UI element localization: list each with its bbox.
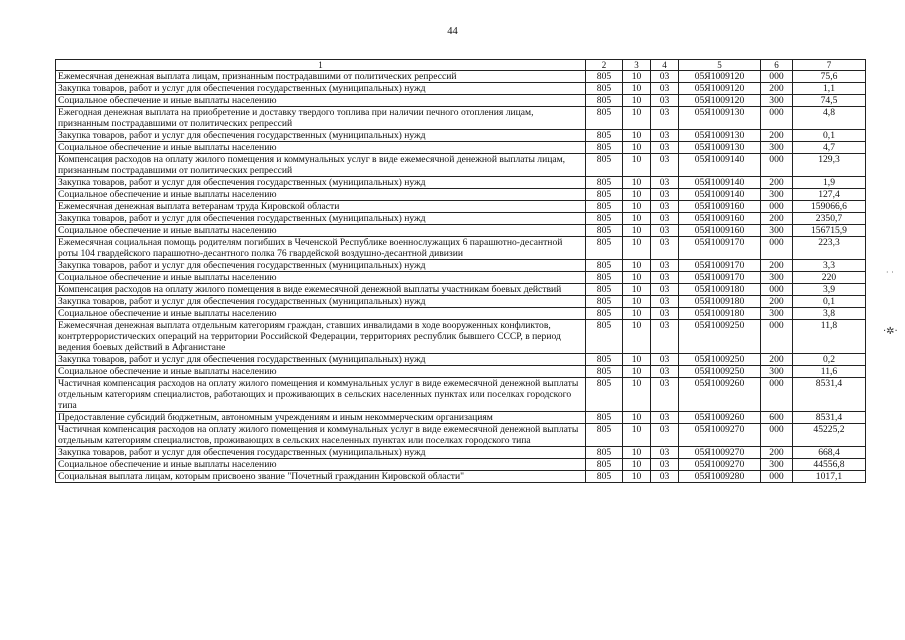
row-subsection-code: 03 bbox=[651, 260, 679, 272]
row-expense-type-code: 000 bbox=[761, 320, 793, 354]
row-name: Ежегодная денежная выплата на приобретение и доставку твердого топлива при наличии печного отопления лицам, признанным пострадавшими от политических репрессий bbox=[56, 107, 586, 130]
row-section-code: 10 bbox=[623, 459, 651, 471]
row-subsection-code: 03 bbox=[651, 130, 679, 142]
table-row bbox=[56, 225, 866, 237]
row-ministry-code: 805 bbox=[586, 213, 623, 225]
row-name: Закупка товаров, работ и услуг для обеспечения государственных (муниципальных) нужд bbox=[56, 296, 586, 308]
row-target-article-code: 05Я1009160 bbox=[679, 201, 761, 213]
table-row bbox=[56, 260, 866, 272]
row-section-code: 10 bbox=[623, 213, 651, 225]
row-ministry-code: 805 bbox=[586, 107, 623, 130]
row-expense-type-code: 300 bbox=[761, 308, 793, 320]
row-target-article-code: 05Я1009120 bbox=[679, 83, 761, 95]
table-row bbox=[56, 378, 866, 412]
table-row bbox=[56, 308, 866, 320]
row-target-article-code: 05Я1009250 bbox=[679, 320, 761, 354]
row-expense-type-code: 300 bbox=[761, 459, 793, 471]
row-amount: 223,3 bbox=[793, 237, 866, 260]
row-amount: 45225,2 bbox=[793, 424, 866, 447]
table-row bbox=[56, 213, 866, 225]
row-section-code: 10 bbox=[623, 354, 651, 366]
row-section-code: 10 bbox=[623, 71, 651, 83]
row-target-article-code: 05Я1009180 bbox=[679, 308, 761, 320]
row-target-article-code: 05Я1009140 bbox=[679, 154, 761, 177]
row-section-code: 10 bbox=[623, 366, 651, 378]
row-name: Частичная компенсация расходов на оплату жилого помещения и коммунальных услуг в виде ежемесячной денежной выплаты отдельным категориям специалистов, работающих и проживающих в сельских населенных пунктах или поселках городского типа bbox=[56, 378, 586, 412]
row-target-article-code: 05Я1009180 bbox=[679, 296, 761, 308]
column-number-6: 6 bbox=[761, 60, 793, 71]
row-section-code: 10 bbox=[623, 201, 651, 213]
row-name: Социальное обеспечение и иные выплаты населению bbox=[56, 272, 586, 284]
row-subsection-code: 03 bbox=[651, 107, 679, 130]
row-expense-type-code: 200 bbox=[761, 213, 793, 225]
row-target-article-code: 05Я1009250 bbox=[679, 366, 761, 378]
row-expense-type-code: 000 bbox=[761, 471, 793, 483]
table-row bbox=[56, 471, 866, 483]
row-expense-type-code: 000 bbox=[761, 71, 793, 83]
row-expense-type-code: 200 bbox=[761, 177, 793, 189]
row-section-code: 10 bbox=[623, 154, 651, 177]
row-name: Закупка товаров, работ и услуг для обеспечения государственных (муниципальных) нужд bbox=[56, 354, 586, 366]
row-name: Социальное обеспечение и иные выплаты населению bbox=[56, 189, 586, 201]
table-row bbox=[56, 447, 866, 459]
table-row bbox=[56, 284, 866, 296]
row-ministry-code: 805 bbox=[586, 201, 623, 213]
table-row bbox=[56, 142, 866, 154]
row-target-article-code: 05Я1009250 bbox=[679, 354, 761, 366]
row-target-article-code: 05Я1009140 bbox=[679, 189, 761, 201]
row-section-code: 10 bbox=[623, 177, 651, 189]
page-number: 44 bbox=[447, 26, 458, 37]
row-ministry-code: 805 bbox=[586, 447, 623, 459]
row-section-code: 10 bbox=[623, 447, 651, 459]
row-expense-type-code: 300 bbox=[761, 142, 793, 154]
row-target-article-code: 05Я1009270 bbox=[679, 447, 761, 459]
row-name: Социальное обеспечение и иные выплаты населению bbox=[56, 366, 586, 378]
table-row bbox=[56, 95, 866, 107]
table-row bbox=[56, 83, 866, 95]
row-expense-type-code: 000 bbox=[761, 201, 793, 213]
row-ministry-code: 805 bbox=[586, 471, 623, 483]
table-row bbox=[56, 424, 866, 447]
table-row bbox=[56, 189, 866, 201]
row-subsection-code: 03 bbox=[651, 378, 679, 412]
row-name: Ежемесячная денежная выплата отдельным категориям граждан, ставших инвалидами в ходе вооруженных конфликтов, контртеррористических операций на территории Российской Федерации, территориях республик бывшего СССР, в период ведения боевых действий в Афганистане bbox=[56, 320, 586, 354]
row-expense-type-code: 300 bbox=[761, 189, 793, 201]
table-row bbox=[56, 412, 866, 424]
budget-table-body bbox=[56, 60, 866, 483]
row-section-code: 10 bbox=[623, 284, 651, 296]
row-expense-type-code: 000 bbox=[761, 378, 793, 412]
row-ministry-code: 805 bbox=[586, 459, 623, 471]
row-ministry-code: 805 bbox=[586, 95, 623, 107]
row-section-code: 10 bbox=[623, 107, 651, 130]
row-section-code: 10 bbox=[623, 412, 651, 424]
row-expense-type-code: 000 bbox=[761, 424, 793, 447]
row-target-article-code: 05Я1009260 bbox=[679, 378, 761, 412]
row-expense-type-code: 200 bbox=[761, 260, 793, 272]
row-subsection-code: 03 bbox=[651, 213, 679, 225]
row-section-code: 10 bbox=[623, 320, 651, 354]
table-row bbox=[56, 237, 866, 260]
row-name: Предоставление субсидий бюджетным, автономным учреждениям и иным некоммерческим организациям bbox=[56, 412, 586, 424]
row-expense-type-code: 300 bbox=[761, 225, 793, 237]
budget-table bbox=[55, 59, 866, 483]
row-ministry-code: 805 bbox=[586, 284, 623, 296]
row-ministry-code: 805 bbox=[586, 260, 623, 272]
row-section-code: 10 bbox=[623, 142, 651, 154]
row-expense-type-code: 300 bbox=[761, 95, 793, 107]
row-target-article-code: 05Я1009270 bbox=[679, 459, 761, 471]
row-target-article-code: 05Я1009160 bbox=[679, 225, 761, 237]
row-section-code: 10 bbox=[623, 83, 651, 95]
row-amount: 4,7 bbox=[793, 142, 866, 154]
column-number-5: 5 bbox=[679, 60, 761, 71]
table-row bbox=[56, 107, 866, 130]
row-expense-type-code: 000 bbox=[761, 154, 793, 177]
table-row bbox=[56, 320, 866, 354]
table-row bbox=[56, 366, 866, 378]
row-amount: 74,5 bbox=[793, 95, 866, 107]
row-name: Компенсация расходов на оплату жилого помещения и коммунальных услуг в виде ежемесячной денежной выплаты лицам, признанным пострадавшими от политических репрессий bbox=[56, 154, 586, 177]
row-expense-type-code: 000 bbox=[761, 284, 793, 296]
row-expense-type-code: 200 bbox=[761, 296, 793, 308]
row-amount: 129,3 bbox=[793, 154, 866, 177]
row-name: Компенсация расходов на оплату жилого помещения в виде ежемесячной денежной выплаты участникам боевых действий bbox=[56, 284, 586, 296]
row-section-code: 10 bbox=[623, 237, 651, 260]
column-number-row bbox=[56, 60, 866, 71]
row-subsection-code: 03 bbox=[651, 284, 679, 296]
row-amount: 668,4 bbox=[793, 447, 866, 459]
row-amount: 1,1 bbox=[793, 83, 866, 95]
row-amount: 220 bbox=[793, 272, 866, 284]
row-target-article-code: 05Я1009140 bbox=[679, 177, 761, 189]
row-section-code: 10 bbox=[623, 424, 651, 447]
row-section-code: 10 bbox=[623, 260, 651, 272]
row-subsection-code: 03 bbox=[651, 201, 679, 213]
row-name: Социальное обеспечение и иные выплаты населению bbox=[56, 225, 586, 237]
column-number-1: 1 bbox=[56, 60, 586, 71]
row-expense-type-code: 000 bbox=[761, 107, 793, 130]
row-name: Социальное обеспечение и иные выплаты населению bbox=[56, 308, 586, 320]
row-ministry-code: 805 bbox=[586, 308, 623, 320]
row-amount: 11,6 bbox=[793, 366, 866, 378]
row-subsection-code: 03 bbox=[651, 354, 679, 366]
row-amount: 156715,9 bbox=[793, 225, 866, 237]
row-amount: 0,2 bbox=[793, 354, 866, 366]
row-expense-type-code: 300 bbox=[761, 366, 793, 378]
row-target-article-code: 05Я1009130 bbox=[679, 130, 761, 142]
row-target-article-code: 05Я1009170 bbox=[679, 237, 761, 260]
table-row bbox=[56, 354, 866, 366]
row-amount: 1,9 bbox=[793, 177, 866, 189]
scan-mark: · · bbox=[886, 268, 894, 277]
table-row bbox=[56, 71, 866, 83]
row-name: Ежемесячная социальная помощь родителям погибших в Чеченской Республике военнослужащих 6 парашютно-десантной роты 104 гвардейского парашютно-десантного полка 76 гвардейской воздушно-десантной дивизии bbox=[56, 237, 586, 260]
row-target-article-code: 05Я1009270 bbox=[679, 424, 761, 447]
scan-mark: ·✲· bbox=[883, 326, 898, 337]
row-amount: 0,1 bbox=[793, 130, 866, 142]
row-subsection-code: 03 bbox=[651, 320, 679, 354]
row-name: Закупка товаров, работ и услуг для обеспечения государственных (муниципальных) нужд bbox=[56, 447, 586, 459]
table-row bbox=[56, 296, 866, 308]
row-subsection-code: 03 bbox=[651, 225, 679, 237]
row-section-code: 10 bbox=[623, 308, 651, 320]
row-expense-type-code: 600 bbox=[761, 412, 793, 424]
column-number-2: 2 bbox=[586, 60, 623, 71]
row-ministry-code: 805 bbox=[586, 272, 623, 284]
table-row bbox=[56, 272, 866, 284]
row-subsection-code: 03 bbox=[651, 296, 679, 308]
row-amount: 4,8 bbox=[793, 107, 866, 130]
row-ministry-code: 805 bbox=[586, 366, 623, 378]
row-amount: 8531,4 bbox=[793, 378, 866, 412]
row-name: Социальное обеспечение и иные выплаты населению bbox=[56, 142, 586, 154]
row-section-code: 10 bbox=[623, 189, 651, 201]
table-row bbox=[56, 459, 866, 471]
row-ministry-code: 805 bbox=[586, 320, 623, 354]
row-target-article-code: 05Я1009170 bbox=[679, 272, 761, 284]
table-row bbox=[56, 201, 866, 213]
row-amount: 159066,6 bbox=[793, 201, 866, 213]
row-subsection-code: 03 bbox=[651, 95, 679, 107]
row-target-article-code: 05Я1009160 bbox=[679, 213, 761, 225]
row-name: Ежемесячная денежная выплата лицам, признанным пострадавшими от политических репрессий bbox=[56, 71, 586, 83]
row-name: Социальная выплата лицам, которым присвоено звание "Почетный гражданин Кировской области" bbox=[56, 471, 586, 483]
row-ministry-code: 805 bbox=[586, 225, 623, 237]
row-subsection-code: 03 bbox=[651, 412, 679, 424]
row-expense-type-code: 200 bbox=[761, 130, 793, 142]
row-ministry-code: 805 bbox=[586, 296, 623, 308]
row-section-code: 10 bbox=[623, 471, 651, 483]
column-number-3: 3 bbox=[623, 60, 651, 71]
row-ministry-code: 805 bbox=[586, 378, 623, 412]
row-name: Закупка товаров, работ и услуг для обеспечения государственных (муниципальных) нужд bbox=[56, 260, 586, 272]
row-section-code: 10 bbox=[623, 130, 651, 142]
row-subsection-code: 03 bbox=[651, 237, 679, 260]
row-section-code: 10 bbox=[623, 95, 651, 107]
row-amount: 8531,4 bbox=[793, 412, 866, 424]
row-expense-type-code: 000 bbox=[761, 237, 793, 260]
row-amount: 127,4 bbox=[793, 189, 866, 201]
row-ministry-code: 805 bbox=[586, 412, 623, 424]
row-target-article-code: 05Я1009170 bbox=[679, 260, 761, 272]
row-subsection-code: 03 bbox=[651, 447, 679, 459]
row-target-article-code: 05Я1009280 bbox=[679, 471, 761, 483]
row-target-article-code: 05Я1009130 bbox=[679, 142, 761, 154]
row-name: Закупка товаров, работ и услуг для обеспечения государственных (муниципальных) нужд bbox=[56, 177, 586, 189]
row-amount: 1017,1 bbox=[793, 471, 866, 483]
table-row bbox=[56, 154, 866, 177]
row-subsection-code: 03 bbox=[651, 471, 679, 483]
table-row bbox=[56, 177, 866, 189]
row-expense-type-code: 300 bbox=[761, 272, 793, 284]
row-ministry-code: 805 bbox=[586, 154, 623, 177]
row-subsection-code: 03 bbox=[651, 142, 679, 154]
row-name: Частичная компенсация расходов на оплату жилого помещения и коммунальных услуг в виде ежемесячной денежной выплаты отдельным категориям специалистов, проживающих в сельских населенных пунктах или поселках городского типа bbox=[56, 424, 586, 447]
row-amount: 3,3 bbox=[793, 260, 866, 272]
row-amount: 2350,7 bbox=[793, 213, 866, 225]
row-target-article-code: 05Я1009120 bbox=[679, 71, 761, 83]
row-target-article-code: 05Я1009130 bbox=[679, 107, 761, 130]
row-ministry-code: 805 bbox=[586, 130, 623, 142]
row-subsection-code: 03 bbox=[651, 459, 679, 471]
row-subsection-code: 03 bbox=[651, 366, 679, 378]
row-name: Закупка товаров, работ и услуг для обеспечения государственных (муниципальных) нужд bbox=[56, 130, 586, 142]
row-target-article-code: 05Я1009180 bbox=[679, 284, 761, 296]
row-amount: 11,8 bbox=[793, 320, 866, 354]
row-name: Социальное обеспечение и иные выплаты населению bbox=[56, 459, 586, 471]
row-subsection-code: 03 bbox=[651, 189, 679, 201]
row-subsection-code: 03 bbox=[651, 424, 679, 447]
row-amount: 3,8 bbox=[793, 308, 866, 320]
column-number-7: 7 bbox=[793, 60, 866, 71]
row-section-code: 10 bbox=[623, 378, 651, 412]
row-subsection-code: 03 bbox=[651, 154, 679, 177]
row-expense-type-code: 200 bbox=[761, 83, 793, 95]
row-ministry-code: 805 bbox=[586, 189, 623, 201]
row-ministry-code: 805 bbox=[586, 177, 623, 189]
row-ministry-code: 805 bbox=[586, 83, 623, 95]
row-amount: 3,9 bbox=[793, 284, 866, 296]
row-ministry-code: 805 bbox=[586, 237, 623, 260]
table-row bbox=[56, 130, 866, 142]
row-subsection-code: 03 bbox=[651, 177, 679, 189]
row-subsection-code: 03 bbox=[651, 71, 679, 83]
row-amount: 75,6 bbox=[793, 71, 866, 83]
column-number-4: 4 bbox=[651, 60, 679, 71]
row-amount: 44556,8 bbox=[793, 459, 866, 471]
row-amount: 0,1 bbox=[793, 296, 866, 308]
row-name: Закупка товаров, работ и услуг для обеспечения государственных (муниципальных) нужд bbox=[56, 213, 586, 225]
row-subsection-code: 03 bbox=[651, 83, 679, 95]
row-expense-type-code: 200 bbox=[761, 354, 793, 366]
row-target-article-code: 05Я1009120 bbox=[679, 95, 761, 107]
row-ministry-code: 805 bbox=[586, 424, 623, 447]
row-name: Ежемесячная денежная выплата ветеранам труда Кировской области bbox=[56, 201, 586, 213]
row-ministry-code: 805 bbox=[586, 142, 623, 154]
row-subsection-code: 03 bbox=[651, 308, 679, 320]
row-ministry-code: 805 bbox=[586, 71, 623, 83]
row-section-code: 10 bbox=[623, 296, 651, 308]
row-target-article-code: 05Я1009260 bbox=[679, 412, 761, 424]
row-section-code: 10 bbox=[623, 272, 651, 284]
row-section-code: 10 bbox=[623, 225, 651, 237]
row-expense-type-code: 200 bbox=[761, 447, 793, 459]
row-ministry-code: 805 bbox=[586, 354, 623, 366]
row-name: Закупка товаров, работ и услуг для обеспечения государственных (муниципальных) нужд bbox=[56, 83, 586, 95]
row-name: Социальное обеспечение и иные выплаты населению bbox=[56, 95, 586, 107]
row-subsection-code: 03 bbox=[651, 272, 679, 284]
